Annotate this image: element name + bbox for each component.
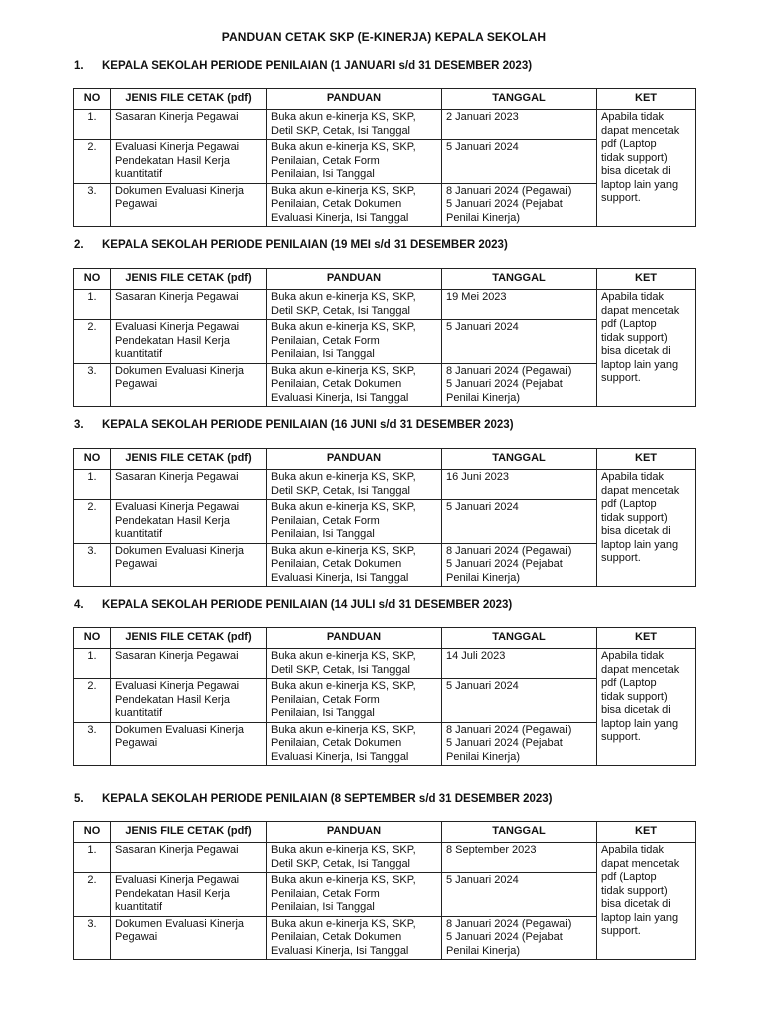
document-title: PANDUAN CETAK SKP (E-KINERJA) KEPALA SEKOLAH (221, 30, 547, 44)
section-number: 5. (74, 793, 84, 805)
cell-no: 3. (74, 183, 111, 227)
header-no: NO (74, 449, 111, 470)
header-panduan: PANDUAN (267, 822, 442, 843)
cell-panduan: Buka akun e-kinerja KS, SKP, Detil SKP, Cetak, Isi Tanggal (267, 843, 442, 873)
cell-jenis: Dokumen Evaluasi Kinerja Pegawai (111, 183, 267, 227)
header-ket: KET (597, 89, 696, 110)
table-header-row (74, 89, 696, 110)
cell-jenis: Evaluasi Kinerja Pegawai Pendekatan Hasil Kerja kuantitatif (111, 140, 267, 184)
cell-no: 3. (74, 916, 111, 960)
cell-panduan: Buka akun e-kinerja KS, SKP, Detil SKP, Cetak, Isi Tanggal (267, 290, 442, 320)
cell-jenis: Dokumen Evaluasi Kinerja Pegawai (111, 543, 267, 587)
cell-no: 1. (74, 290, 111, 320)
cell-jenis: Sasaran Kinerja Pegawai (111, 290, 267, 320)
section-number: 3. (74, 419, 84, 431)
table-header-row (74, 269, 696, 290)
table-row (74, 290, 696, 320)
cell-ket: Apabila tidak dapat mencetak pdf (Laptop tidak support) bisa dicetak di laptop lain yang support. (597, 843, 696, 960)
cell-jenis: Dokumen Evaluasi Kinerja Pegawai (111, 916, 267, 960)
skp-table (73, 448, 696, 587)
header-ket: KET (597, 449, 696, 470)
cell-panduan: Buka akun e-kinerja KS, SKP, Penilaian, Cetak Dokumen Evaluasi Kinerja, Isi Tanggal (267, 363, 442, 407)
table-row (74, 470, 696, 500)
cell-panduan: Buka akun e-kinerja KS, SKP, Penilaian, Cetak Dokumen Evaluasi Kinerja, Isi Tanggal (267, 183, 442, 227)
cell-jenis: Dokumen Evaluasi Kinerja Pegawai (111, 363, 267, 407)
table-header-row (74, 449, 696, 470)
cell-tanggal: 19 Mei 2023 (442, 290, 597, 320)
cell-tanggal: 14 Juli 2023 (442, 649, 597, 679)
cell-jenis: Evaluasi Kinerja Pegawai Pendekatan Hasil Kerja kuantitatif (111, 679, 267, 723)
cell-tanggal: 8 Januari 2024 (Pegawai) 5 Januari 2024 (Pejabat Penilai Kinerja) (442, 916, 597, 960)
cell-jenis: Sasaran Kinerja Pegawai (111, 843, 267, 873)
header-panduan: PANDUAN (267, 269, 442, 290)
cell-panduan: Buka akun e-kinerja KS, SKP, Penilaian, Cetak Dokumen Evaluasi Kinerja, Isi Tanggal (267, 722, 442, 766)
section-number: 1. (74, 60, 84, 72)
header-ket: KET (597, 628, 696, 649)
cell-tanggal: 5 Januari 2024 (442, 873, 597, 917)
header-no: NO (74, 628, 111, 649)
cell-jenis: Sasaran Kinerja Pegawai (111, 649, 267, 679)
cell-no: 1. (74, 470, 111, 500)
cell-ket: Apabila tidak dapat mencetak pdf (Laptop tidak support) bisa dicetak di laptop lain yang support. (597, 110, 696, 227)
cell-no: 3. (74, 722, 111, 766)
cell-tanggal: 5 Januari 2024 (442, 500, 597, 544)
skp-table (73, 627, 696, 766)
cell-panduan: Buka akun e-kinerja KS, SKP, Penilaian, Cetak Form Penilaian, Isi Tanggal (267, 500, 442, 544)
header-jenis: JENIS FILE CETAK (pdf) (111, 822, 267, 843)
cell-tanggal: 16 Juni 2023 (442, 470, 597, 500)
header-ket: KET (597, 269, 696, 290)
cell-tanggal: 5 Januari 2024 (442, 679, 597, 723)
cell-no: 2. (74, 320, 111, 364)
header-panduan: PANDUAN (267, 628, 442, 649)
section-heading (74, 599, 512, 611)
skp-table (73, 821, 696, 960)
cell-ket: Apabila tidak dapat mencetak pdf (Laptop tidak support) bisa dicetak di laptop lain yang support. (597, 470, 696, 587)
cell-ket: Apabila tidak dapat mencetak pdf (Laptop tidak support) bisa dicetak di laptop lain yang support. (597, 649, 696, 766)
cell-tanggal: 8 Januari 2024 (Pegawai) 5 Januari 2024 (Pejabat Penilai Kinerja) (442, 183, 597, 227)
header-tanggal: TANGGAL (442, 449, 597, 470)
cell-panduan: Buka akun e-kinerja KS, SKP, Detil SKP, Cetak, Isi Tanggal (267, 649, 442, 679)
skp-table (73, 268, 696, 407)
header-no: NO (74, 89, 111, 110)
cell-tanggal: 5 Januari 2024 (442, 320, 597, 364)
header-tanggal: TANGGAL (442, 89, 597, 110)
table-header-row (74, 628, 696, 649)
cell-jenis: Evaluasi Kinerja Pegawai Pendekatan Hasil Kerja kuantitatif (111, 873, 267, 917)
cell-jenis: Evaluasi Kinerja Pegawai Pendekatan Hasil Kerja kuantitatif (111, 500, 267, 544)
table-row (74, 110, 696, 140)
cell-panduan: Buka akun e-kinerja KS, SKP, Penilaian, Cetak Form Penilaian, Isi Tanggal (267, 679, 442, 723)
cell-tanggal: 8 September 2023 (442, 843, 597, 873)
cell-ket: Apabila tidak dapat mencetak pdf (Laptop tidak support) bisa dicetak di laptop lain yang support. (597, 290, 696, 407)
section-heading (74, 793, 553, 805)
header-panduan: PANDUAN (267, 89, 442, 110)
section-title: KEPALA SEKOLAH PERIODE PENILAIAN (1 JANUARI s/d 31 DESEMBER 2023) (102, 60, 533, 72)
cell-no: 1. (74, 110, 111, 140)
section-title: KEPALA SEKOLAH PERIODE PENILAIAN (14 JULI s/d 31 DESEMBER 2023) (102, 599, 513, 611)
section-title: KEPALA SEKOLAH PERIODE PENILAIAN (8 SEPTEMBER s/d 31 DESEMBER 2023) (102, 793, 553, 805)
cell-no: 2. (74, 873, 111, 917)
cell-no: 3. (74, 363, 111, 407)
cell-tanggal: 5 Januari 2024 (442, 140, 597, 184)
section-title: KEPALA SEKOLAH PERIODE PENILAIAN (16 JUNI s/d 31 DESEMBER 2023) (102, 419, 514, 431)
header-panduan: PANDUAN (267, 449, 442, 470)
cell-panduan: Buka akun e-kinerja KS, SKP, Penilaian, Cetak Dokumen Evaluasi Kinerja, Isi Tanggal (267, 543, 442, 587)
header-tanggal: TANGGAL (442, 628, 597, 649)
header-tanggal: TANGGAL (442, 822, 597, 843)
cell-jenis: Evaluasi Kinerja Pegawai Pendekatan Hasil Kerja kuantitatif (111, 320, 267, 364)
section-heading (74, 239, 508, 251)
cell-no: 2. (74, 500, 111, 544)
cell-panduan: Buka akun e-kinerja KS, SKP, Penilaian, Cetak Dokumen Evaluasi Kinerja, Isi Tanggal (267, 916, 442, 960)
header-jenis: JENIS FILE CETAK (pdf) (111, 449, 267, 470)
table-row (74, 843, 696, 873)
cell-tanggal: 8 Januari 2024 (Pegawai) 5 Januari 2024 (Pejabat Penilai Kinerja) (442, 363, 597, 407)
section-heading (74, 60, 532, 72)
cell-panduan: Buka akun e-kinerja KS, SKP, Penilaian, Cetak Form Penilaian, Isi Tanggal (267, 140, 442, 184)
cell-panduan: Buka akun e-kinerja KS, SKP, Detil SKP, Cetak, Isi Tanggal (267, 470, 442, 500)
section-heading (74, 419, 514, 431)
cell-jenis: Dokumen Evaluasi Kinerja Pegawai (111, 722, 267, 766)
cell-panduan: Buka akun e-kinerja KS, SKP, Penilaian, Cetak Form Penilaian, Isi Tanggal (267, 320, 442, 364)
table-row (74, 649, 696, 679)
cell-panduan: Buka akun e-kinerja KS, SKP, Detil SKP, Cetak, Isi Tanggal (267, 110, 442, 140)
header-ket: KET (597, 822, 696, 843)
header-no: NO (74, 822, 111, 843)
header-no: NO (74, 269, 111, 290)
cell-no: 2. (74, 679, 111, 723)
header-jenis: JENIS FILE CETAK (pdf) (111, 269, 267, 290)
cell-jenis: Sasaran Kinerja Pegawai (111, 470, 267, 500)
header-tanggal: TANGGAL (442, 269, 597, 290)
header-jenis: JENIS FILE CETAK (pdf) (111, 89, 267, 110)
table-header-row (74, 822, 696, 843)
cell-jenis: Sasaran Kinerja Pegawai (111, 110, 267, 140)
cell-panduan: Buka akun e-kinerja KS, SKP, Penilaian, Cetak Form Penilaian, Isi Tanggal (267, 873, 442, 917)
cell-tanggal: 2 Januari 2023 (442, 110, 597, 140)
section-number: 2. (74, 239, 84, 251)
cell-no: 3. (74, 543, 111, 587)
section-number: 4. (74, 599, 84, 611)
cell-tanggal: 8 Januari 2024 (Pegawai) 5 Januari 2024 (Pejabat Penilai Kinerja) (442, 543, 597, 587)
cell-no: 2. (74, 140, 111, 184)
cell-tanggal: 8 Januari 2024 (Pegawai) 5 Januari 2024 (Pejabat Penilai Kinerja) (442, 722, 597, 766)
skp-table (73, 88, 696, 227)
cell-no: 1. (74, 649, 111, 679)
cell-no: 1. (74, 843, 111, 873)
section-title: KEPALA SEKOLAH PERIODE PENILAIAN (19 MEI s/d 31 DESEMBER 2023) (102, 239, 508, 251)
header-jenis: JENIS FILE CETAK (pdf) (111, 628, 267, 649)
